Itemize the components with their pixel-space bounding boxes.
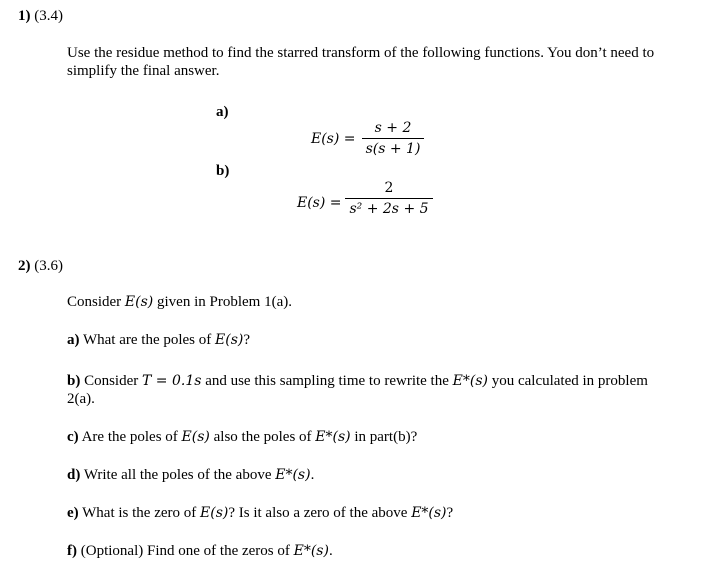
problem-2-item-c: c) Are the poles of E(s) also the poles of E*(s) in part(b)? xyxy=(67,429,418,445)
problem-1-instruction: Use the residue method to find the starred transform of the following functions. You don’t need to simplify the final answer. xyxy=(67,45,655,79)
problem-1-part-b-numerator: 2 xyxy=(384,180,394,196)
math-expression: E(s) xyxy=(124,294,154,310)
math-expression: E(s) xyxy=(215,332,244,348)
problem-1-number: 1) xyxy=(18,8,31,24)
math-expression: E(s) xyxy=(181,429,210,445)
problem-1-part-b-lhs: E(s) = xyxy=(297,195,342,211)
math-expression: E*(s) xyxy=(315,429,351,445)
math-expression: E*(s) xyxy=(293,543,329,559)
problem-2-header xyxy=(18,258,63,275)
problem-2-intro: Consider E(s) given in Problem 1(a). xyxy=(67,294,292,310)
problem-1-part-a-label: a) xyxy=(216,104,229,120)
math-expression: T = 0.1s xyxy=(142,373,202,389)
problem-1-ref: (3.4) xyxy=(34,8,63,24)
problem-1-part-b-label: b) xyxy=(216,163,230,179)
fraction-bar xyxy=(345,198,433,199)
problem-2-item-b: b) Consider T = 0.1s and use this sampling time to rewrite the E*(s) you calculated in problem 2(a). xyxy=(67,373,648,407)
problem-2-item-f: f) (Optional) Find one of the zeros of E*(s). xyxy=(67,543,333,559)
fraction-bar xyxy=(362,138,424,139)
problem-2-item-a: a) What are the poles of E(s)? xyxy=(67,332,251,348)
math-expression: E*(s) xyxy=(411,505,447,521)
problem-1-part-b-fraction xyxy=(345,180,433,217)
math-expression: E*(s) xyxy=(452,373,488,389)
problem-2-number: 2) xyxy=(18,258,31,274)
problem-2-item-e: e) What is the zero of E(s)? Is it also a zero of the above E*(s)? xyxy=(67,505,454,521)
problem-1-header xyxy=(18,8,63,25)
problem-1-part-b-denominator: s² + 2s + 5 xyxy=(349,201,429,217)
problem-1-part-a-lhs: E(s) = xyxy=(311,131,356,147)
problem-1-part-a-numerator: s + 2 xyxy=(374,120,412,136)
problem-1-part-a-fraction xyxy=(362,120,424,157)
problem-1-part-a-denominator: s(s + 1) xyxy=(365,141,421,157)
math-expression: E*(s) xyxy=(275,467,311,483)
math-expression: E(s) xyxy=(200,505,229,521)
problem-2-ref: (3.6) xyxy=(34,258,63,274)
problem-2-item-d: d) Write all the poles of the above E*(s). xyxy=(67,467,315,483)
